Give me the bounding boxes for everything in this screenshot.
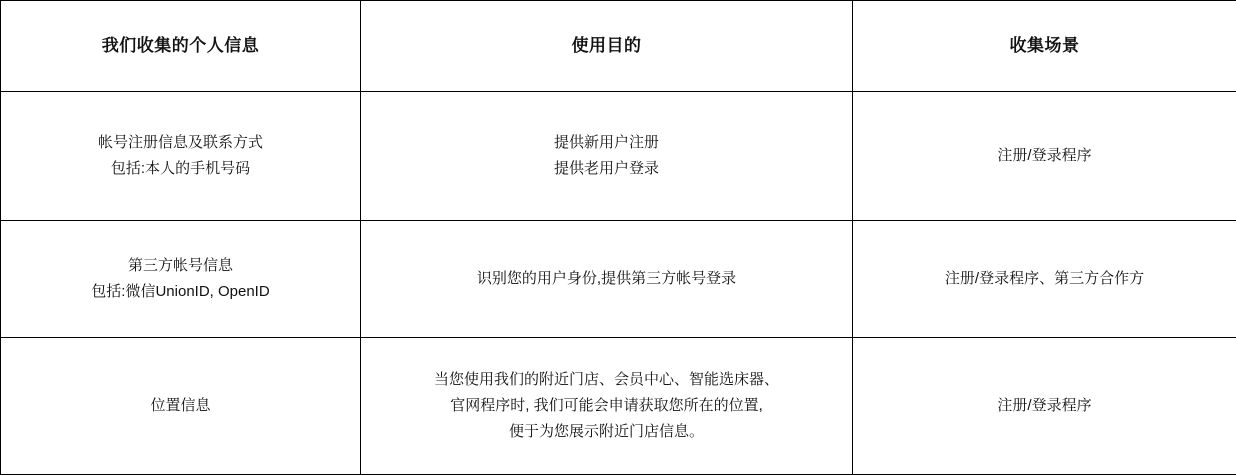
column-header-purpose: 使用目的	[361, 1, 853, 92]
table-body	[1, 92, 1236, 475]
cell-line: 包括:本人的手机号码	[11, 156, 350, 182]
cell-line: 注册/登录程序、第三方合作方	[863, 266, 1226, 292]
cell-line: 第三方帐号信息	[11, 253, 350, 279]
cell-scene	[853, 221, 1236, 338]
table-row	[1, 221, 1236, 338]
cell-scene	[853, 92, 1236, 221]
cell-line: 位置信息	[11, 393, 350, 419]
cell-purpose	[361, 221, 853, 338]
cell-line: 当您使用我们的附近门店、会员中心、智能选床器、	[371, 367, 842, 393]
cell-line: 注册/登录程序	[863, 393, 1226, 419]
cell-line: 官网程序时, 我们可能会申请获取您所在的位置,	[371, 393, 842, 419]
table-header	[1, 1, 1236, 92]
cell-collected-info	[1, 221, 361, 338]
cell-line: 帐号注册信息及联系方式	[11, 130, 350, 156]
cell-collected-info	[1, 338, 361, 475]
cell-line: 提供新用户注册	[371, 130, 842, 156]
column-header-collected-info: 我们收集的个人信息	[1, 1, 361, 92]
cell-line: 注册/登录程序	[863, 143, 1226, 169]
table-header-row	[1, 1, 1236, 92]
cell-purpose	[361, 338, 853, 475]
cell-purpose	[361, 92, 853, 221]
table-row	[1, 92, 1236, 221]
cell-line: 包括:微信UnionID, OpenID	[11, 279, 350, 305]
column-header-scene: 收集场景	[853, 1, 1236, 92]
table-row	[1, 338, 1236, 475]
cell-line: 识别您的用户身份,提供第三方帐号登录	[371, 266, 842, 292]
cell-collected-info	[1, 92, 361, 221]
cell-scene	[853, 338, 1236, 475]
cell-line: 提供老用户登录	[371, 156, 842, 182]
cell-line: 便于为您展示附近门店信息。	[371, 419, 842, 445]
